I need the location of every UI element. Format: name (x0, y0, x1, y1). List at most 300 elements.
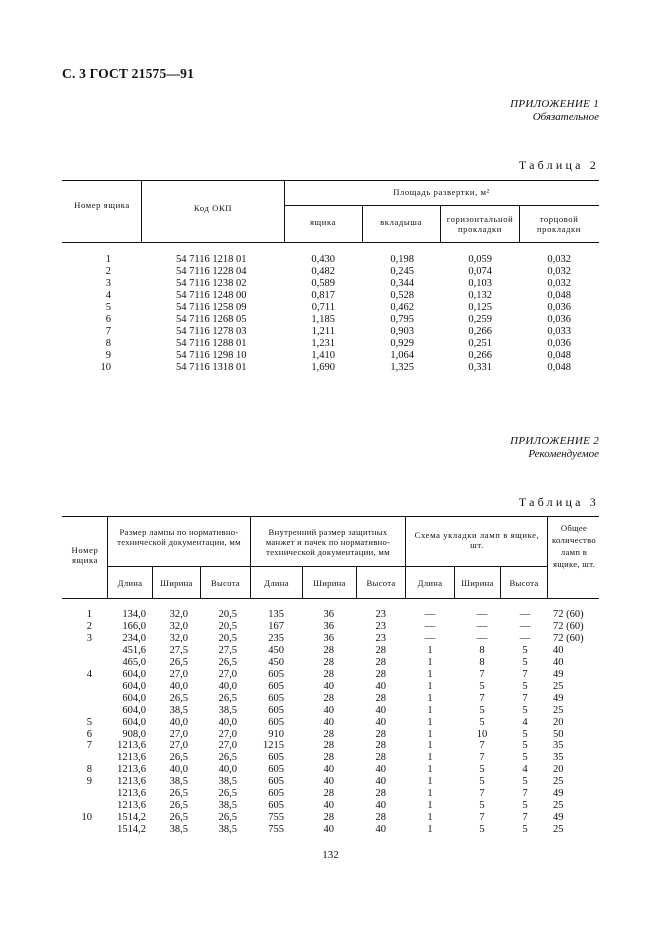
table-cell: 54 7116 1298 10 (176, 349, 247, 361)
table-cell: 5 (479, 716, 485, 728)
table-2-vrule (440, 205, 441, 242)
table-cell: 7 (479, 692, 485, 704)
table-cell: 28 (323, 656, 334, 668)
table-cell: 40,0 (218, 680, 237, 692)
table-cell: 910 (268, 728, 284, 740)
table-cell: 1213,6 (117, 752, 146, 764)
table-cell: 9 (105, 349, 111, 361)
table-cell: 0,259 (468, 313, 492, 325)
table-cell: 605 (268, 800, 284, 812)
table-cell: 49 (553, 668, 564, 680)
table-cell: 8 (479, 644, 485, 656)
appendix-1-subtitle: Обязательное (532, 111, 599, 123)
table-cell: 4 (86, 668, 92, 680)
table-cell: 0,036 (547, 313, 571, 325)
table-cell: 1 (427, 656, 433, 668)
table-cell: — (476, 620, 488, 632)
table-cell: 1215 (263, 740, 284, 752)
table-cell: 0,036 (547, 301, 571, 313)
table-cell: 605 (268, 752, 284, 764)
table-cell: 0,266 (468, 349, 492, 361)
table-cell: 54 7116 1318 01 (176, 361, 247, 373)
table-2-sub-insert: вкладыша (380, 217, 422, 227)
table-2-sub-horiz: горизонтальной прокладки (446, 214, 514, 234)
table-cell: 450 (268, 644, 284, 656)
table-cell: 0,711 (311, 301, 335, 313)
appendix-2-label (510, 435, 599, 461)
table-cell: 604,0 (122, 680, 146, 692)
table-3-col-total: Общее количество ламп в ящике, шт. (551, 523, 597, 569)
table-3-group-rule (108, 566, 548, 567)
table-cell: 54 7116 1258 09 (176, 301, 247, 313)
table-cell: 0,048 (547, 361, 571, 373)
table-cell: 1,211 (311, 325, 335, 337)
table-cell: 1,231 (311, 337, 335, 349)
table-cell: 7 (522, 788, 528, 800)
table-cell: 1 (86, 609, 92, 620)
table-cell: 1 (427, 680, 433, 692)
table-cell: 0,929 (390, 337, 414, 349)
table-cell: — (519, 620, 531, 632)
table-cell: 1,325 (390, 361, 414, 373)
table-cell: 5 (479, 800, 485, 812)
table-cell: 0,245 (390, 265, 414, 277)
table-cell: 1,064 (390, 349, 414, 361)
table-cell: 134,0 (122, 609, 146, 620)
table-3-sub-lamp-hgt: Высота (211, 578, 240, 588)
table-cell: 605 (268, 704, 284, 716)
table-cell: 26,5 (169, 800, 188, 812)
table-3-grp-scheme: Схема укладки ламп в ящике, шт. (414, 530, 540, 550)
table-cell: 7 (522, 812, 528, 824)
table-cell: 25 (553, 704, 564, 716)
table-cell: 26,5 (218, 812, 237, 824)
table-3-header-rule (62, 598, 599, 599)
table-cell: 40 (323, 776, 334, 788)
table-cell: 1 (427, 728, 433, 740)
table-cell: 8 (86, 764, 92, 776)
table-cell: 54 7116 1278 03 (176, 325, 247, 337)
table-cell: 28 (375, 668, 386, 680)
table-cell: 7 (105, 325, 111, 337)
table-cell: 167 (268, 620, 284, 632)
table-cell: 26,5 (169, 692, 188, 704)
table-cell: — (476, 632, 488, 644)
table-cell: 0,032 (547, 254, 571, 265)
table-cell: 6 (86, 728, 92, 740)
table-cell: 26,5 (218, 656, 237, 668)
table-cell: 0,344 (390, 277, 414, 289)
table-cell: 40 (375, 800, 386, 812)
table-cell: — (519, 609, 531, 620)
table-cell: 50 (553, 728, 564, 740)
table-cell: 0,033 (547, 325, 571, 337)
table-cell: 28 (323, 752, 334, 764)
table-cell: 54 7116 1248 00 (176, 289, 247, 301)
table-cell: 38,5 (218, 704, 237, 716)
table-cell: 28 (375, 740, 386, 752)
table-cell: 0,059 (468, 254, 492, 265)
table-cell: 36 (323, 632, 334, 644)
table-2-top-rule (62, 180, 599, 181)
table-2-vrule (519, 205, 520, 242)
appendix-2-title: ПРИЛОЖЕНИЕ 2 (510, 435, 599, 447)
table-cell: 49 (553, 812, 564, 824)
table-cell: 605 (268, 716, 284, 728)
table-cell: 6 (105, 313, 111, 325)
table-cell: 26,5 (218, 692, 237, 704)
table-cell: 25 (553, 776, 564, 788)
table-cell: 38,5 (218, 800, 237, 812)
table-3-sub-inner-len: Длина (264, 578, 289, 588)
table-cell: 166,0 (122, 620, 146, 632)
table-cell: 38,5 (218, 824, 237, 836)
table-cell: 605 (268, 668, 284, 680)
table-cell: 40 (323, 764, 334, 776)
table-cell: 8 (105, 337, 111, 349)
table-cell: 5 (479, 704, 485, 716)
table-cell: 1 (427, 644, 433, 656)
table-cell: 28 (375, 812, 386, 824)
table-cell: 5 (479, 680, 485, 692)
table-3-sub-lamp-len: Длина (117, 578, 143, 588)
table-cell: 0,103 (468, 277, 492, 289)
table-cell: 7 (522, 668, 528, 680)
table-cell: 32,0 (169, 620, 188, 632)
table-cell: 0,589 (311, 277, 335, 289)
table-3-sub-scheme-len: Длина (417, 578, 443, 588)
table-cell: — (424, 632, 436, 644)
table-cell: 8 (479, 656, 485, 668)
table-cell: 40,0 (169, 764, 188, 776)
table-cell: 5 (522, 800, 528, 812)
table-cell: 0,462 (390, 301, 414, 313)
table-3-sub-lamp-wid: Ширина (160, 578, 193, 588)
table-2-title: Таблица 2 (518, 158, 599, 172)
table-cell: 0,036 (547, 337, 571, 349)
table-cell: 0,331 (468, 361, 492, 373)
table-cell: 20 (553, 764, 564, 776)
table-cell: 2 (86, 620, 92, 632)
table-cell: 27,5 (169, 644, 188, 656)
table-cell: 54 7116 1238 02 (176, 277, 247, 289)
table-cell: 1 (427, 800, 433, 812)
table-cell: 10 (81, 812, 92, 824)
table-cell: 7 (479, 668, 485, 680)
table-cell: 28 (323, 692, 334, 704)
table-cell: 2 (105, 265, 111, 277)
table-cell: 35 (553, 740, 564, 752)
table-cell: — (424, 609, 436, 620)
table-cell: 7 (522, 692, 528, 704)
table-cell: 0,528 (390, 289, 414, 301)
table-3-sub-inner-hgt: Высота (366, 578, 396, 588)
table-cell: 25 (553, 680, 564, 692)
table-cell: 1 (427, 668, 433, 680)
table-cell: 5 (479, 776, 485, 788)
table-cell: 1 (427, 812, 433, 824)
table-cell: 40 (323, 800, 334, 812)
table-cell: 32,0 (169, 609, 188, 620)
table-cell: 0,198 (390, 254, 414, 265)
page-number: 132 (322, 849, 339, 861)
table-cell: 1213,6 (117, 788, 146, 800)
table-cell: 38,5 (218, 776, 237, 788)
table-cell: 3 (105, 277, 111, 289)
table-cell: 1,410 (311, 349, 335, 361)
table-cell: 40,0 (169, 716, 188, 728)
table-cell: 26,5 (169, 752, 188, 764)
table-cell: 40,0 (169, 680, 188, 692)
table-cell: 27,0 (169, 668, 188, 680)
table-cell: 235 (268, 632, 284, 644)
table-cell: 54 7116 1218 01 (176, 254, 247, 265)
table-cell: 35 (553, 752, 564, 764)
table-cell: 28 (323, 740, 334, 752)
table-cell: 451,6 (122, 644, 146, 656)
table-cell: 604,0 (122, 716, 146, 728)
table-cell: 605 (268, 764, 284, 776)
table-cell: 1,690 (311, 361, 335, 373)
table-cell: 7 (479, 752, 485, 764)
table-cell: 49 (553, 788, 564, 800)
table-cell: 0,817 (311, 289, 335, 301)
table-cell: 135 (268, 609, 284, 620)
table-2-vrule (362, 205, 363, 242)
table-cell: 604,0 (122, 692, 146, 704)
table-cell: 0,032 (547, 277, 571, 289)
table-cell: 40,0 (218, 716, 237, 728)
table-cell: 4 (522, 716, 528, 728)
table-2-group-rule (284, 205, 599, 206)
table-cell: 0,048 (547, 349, 571, 361)
table-cell: 10 (476, 728, 488, 740)
table-cell: 5 (522, 656, 528, 668)
table-cell: 0,795 (390, 313, 414, 325)
table-cell: 28 (375, 692, 386, 704)
table-cell: 27,5 (218, 644, 237, 656)
table-cell: — (519, 632, 531, 644)
table-2-header-rule (62, 242, 599, 243)
table-cell: 605 (268, 788, 284, 800)
table-cell: 1213,6 (117, 800, 146, 812)
table-cell: 28 (375, 656, 386, 668)
table-cell: 0,048 (547, 289, 571, 301)
table-cell: 450 (268, 656, 284, 668)
table-cell: 72 (60) (553, 632, 584, 644)
table-cell: — (424, 620, 436, 632)
table-cell: 20,5 (218, 609, 237, 620)
table-cell: 27,0 (218, 740, 237, 752)
table-cell: 5 (105, 301, 111, 313)
table-cell: 1,185 (311, 313, 335, 325)
table-cell: 755 (268, 824, 284, 836)
table-cell: 465,0 (122, 656, 146, 668)
table-cell: 5 (522, 776, 528, 788)
table-cell: 0,266 (468, 325, 492, 337)
table-cell: 26,5 (169, 656, 188, 668)
table-cell: 0,430 (311, 254, 335, 265)
table-cell: 604,0 (122, 668, 146, 680)
table-cell: 605 (268, 776, 284, 788)
table-cell: 1213,6 (117, 764, 146, 776)
appendix-2-subtitle: Рекомендуемое (528, 448, 599, 460)
table-cell: 32,0 (169, 632, 188, 644)
table-cell: 0,125 (468, 301, 492, 313)
table-cell: 1 (427, 704, 433, 716)
table-2-vrule (141, 180, 142, 242)
table-cell: 0,482 (311, 265, 335, 277)
table-3-grp-inner: Внутренний размер защитных манжет и пачек по нормативно-технической документации, мм (265, 527, 391, 557)
table-cell: 40 (553, 644, 564, 656)
table-cell: 20,5 (218, 620, 237, 632)
table-3-sub-inner-wid: Ширина (313, 578, 346, 588)
table-cell: 5 (479, 764, 485, 776)
table-cell: 27,0 (218, 728, 237, 740)
table-cell: 7 (479, 812, 485, 824)
table-cell: 0,032 (547, 265, 571, 277)
table-cell: 10 (100, 361, 111, 373)
table-cell: 49 (553, 692, 564, 704)
table-cell: 23 (375, 632, 386, 644)
table-cell: 36 (323, 609, 334, 620)
table-cell: 72 (60) (553, 609, 584, 620)
table-2-col-code: Код ОКП (193, 203, 233, 213)
table-cell: 5 (522, 740, 528, 752)
table-cell: 40 (553, 656, 564, 668)
table-cell: 40 (323, 824, 334, 836)
table-cell: 1 (427, 788, 433, 800)
table-cell: 23 (375, 609, 386, 620)
table-cell: 0,903 (390, 325, 414, 337)
table-cell: 26,5 (169, 788, 188, 800)
table-cell: 1213,6 (117, 776, 146, 788)
table-cell: 5 (86, 716, 92, 728)
table-cell: 54 7116 1228 04 (176, 265, 247, 277)
table-cell: 1 (427, 692, 433, 704)
table-cell: 40,0 (218, 764, 237, 776)
table-cell: 1 (427, 752, 433, 764)
table-cell: 54 7116 1288 01 (176, 337, 247, 349)
table-cell: 908,0 (122, 728, 146, 740)
table-cell: 40 (323, 680, 334, 692)
table-cell: 1514,2 (117, 824, 146, 836)
table-cell: 3 (86, 632, 92, 644)
table-cell: 27,0 (169, 728, 188, 740)
table-cell: 7 (86, 740, 92, 752)
table-cell: 38,5 (169, 776, 188, 788)
table-2-col-area: Площадь развертки, м² (393, 187, 490, 197)
table-cell: 0,251 (468, 337, 492, 349)
table-cell: 5 (522, 728, 528, 740)
table-cell: 9 (86, 776, 92, 788)
table-3-sub-scheme-hgt: Высота (509, 578, 539, 588)
table-cell: 27,0 (218, 668, 237, 680)
appendix-1-label (510, 98, 599, 124)
table-2-sub-box: ящика (309, 217, 337, 227)
table-cell: 20,5 (218, 632, 237, 644)
table-cell: 28 (375, 788, 386, 800)
table-cell: 72 (60) (553, 620, 584, 632)
table-cell: 5 (522, 752, 528, 764)
table-3-vrule (547, 516, 548, 598)
table-cell: 36 (323, 620, 334, 632)
table-cell: 40 (375, 704, 386, 716)
table-cell: 5 (479, 824, 485, 836)
table-cell: 1213,6 (117, 740, 146, 752)
table-cell: 0,132 (468, 289, 492, 301)
table-cell: 1 (105, 254, 111, 265)
table-cell: 40 (375, 824, 386, 836)
table-cell: 28 (323, 728, 334, 740)
table-cell: 26,5 (218, 752, 237, 764)
appendix-1-title: ПРИЛОЖЕНИЕ 1 (510, 98, 599, 110)
table-cell: 20 (553, 716, 564, 728)
table-cell: 4 (105, 289, 111, 301)
table-cell: 605 (268, 680, 284, 692)
table-cell: 5 (522, 824, 528, 836)
table-cell: 7 (479, 788, 485, 800)
table-cell: 23 (375, 620, 386, 632)
table-cell: 40 (375, 764, 386, 776)
document-header: С. 3 ГОСТ 21575—91 (62, 66, 195, 81)
table-cell: 28 (323, 644, 334, 656)
table-cell: 27,0 (169, 740, 188, 752)
table-cell: 5 (522, 704, 528, 716)
table-cell: 25 (553, 824, 564, 836)
table-cell: 604,0 (122, 704, 146, 716)
table-cell: 28 (323, 668, 334, 680)
table-cell: 28 (375, 728, 386, 740)
table-2-vrule (284, 180, 285, 242)
table-cell: 40 (323, 704, 334, 716)
table-cell: 54 7116 1268 05 (176, 313, 247, 325)
table-cell: 1 (427, 740, 433, 752)
table-cell: 25 (553, 800, 564, 812)
table-cell: 40 (375, 716, 386, 728)
table-3-grp-lamp: Размер лампы по нормативно-технической документации, мм (117, 527, 241, 547)
table-cell: — (476, 609, 488, 620)
table-cell: 28 (323, 812, 334, 824)
table-cell: 5 (522, 680, 528, 692)
table-cell: 38,5 (169, 824, 188, 836)
table-cell: 40 (375, 776, 386, 788)
table-cell: 38,5 (169, 704, 188, 716)
table-2-col-box: Номер ящика (74, 200, 130, 210)
table-cell: 7 (479, 740, 485, 752)
table-cell: 26,5 (218, 788, 237, 800)
table-cell: 40 (375, 680, 386, 692)
table-2-sub-end: торцовой прокладки (536, 214, 582, 234)
table-cell: 4 (522, 764, 528, 776)
table-cell: 1 (427, 824, 433, 836)
table-cell: 1 (427, 776, 433, 788)
table-cell: 1 (427, 764, 433, 776)
table-cell: 28 (323, 788, 334, 800)
table-cell: 0,074 (468, 265, 492, 277)
table-cell: 26,5 (169, 812, 188, 824)
table-3-sub-scheme-wid: Ширина (461, 578, 494, 588)
table-cell: 28 (375, 644, 386, 656)
table-3-col-box: Номер ящика (71, 545, 99, 565)
table-cell: 1 (427, 716, 433, 728)
table-cell: 5 (522, 644, 528, 656)
table-cell: 755 (268, 812, 284, 824)
table-cell: 28 (375, 752, 386, 764)
table-3-top-rule (62, 516, 599, 517)
table-cell: 234,0 (122, 632, 146, 644)
table-cell: 605 (268, 692, 284, 704)
